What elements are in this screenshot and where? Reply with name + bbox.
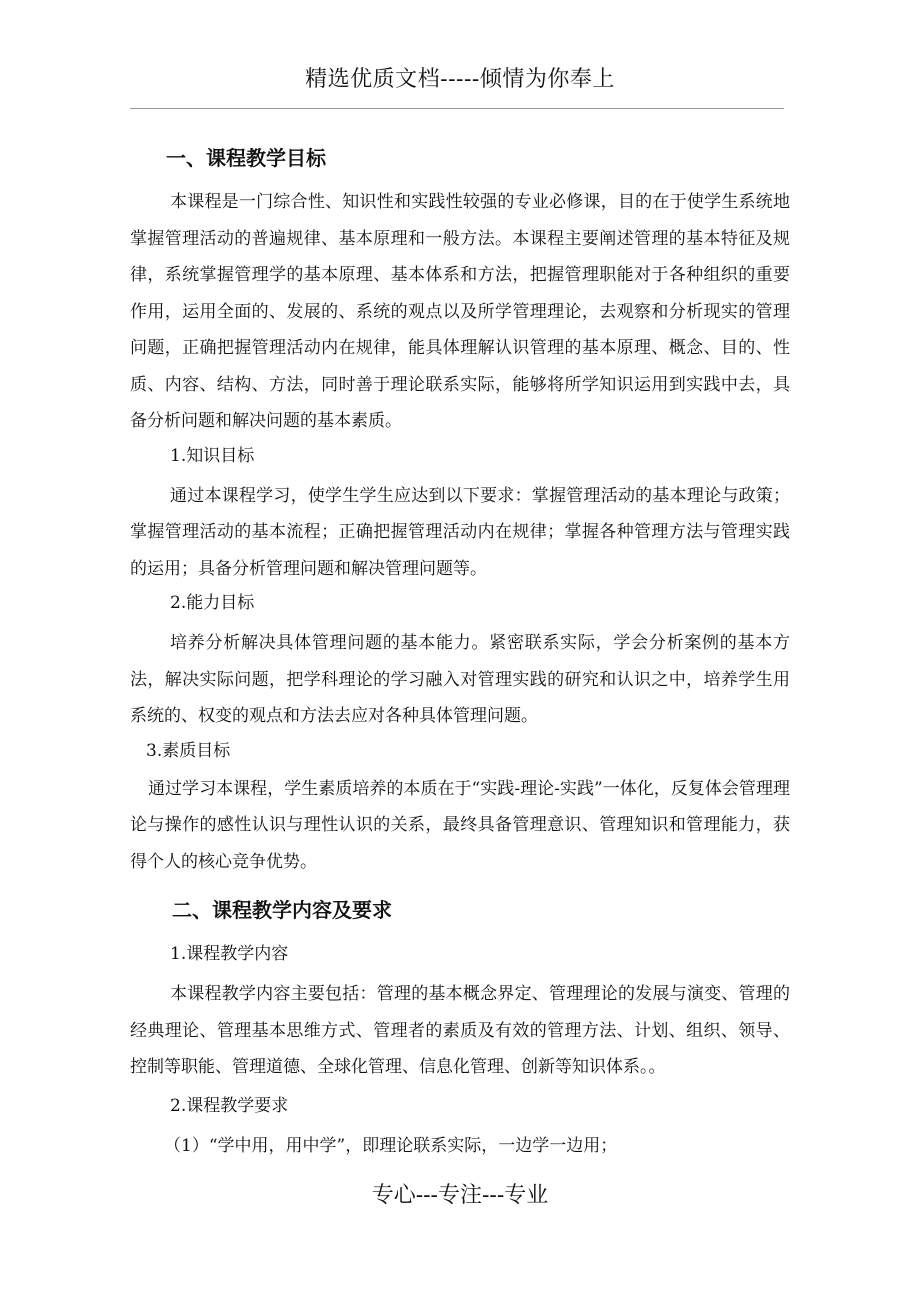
content-paragraph: 本课程教学内容主要包括：管理的基本概念界定、管理理论的发展与演变、管理的经典理论、管理基本思维方式、管理者的素质及有效的管理方法、计划、组织、领导、控制等职能、管理道德、全球化管理、信息化管理、创新等知识体系。。 [130, 984, 790, 1077]
ability-goal-title: 2.能力目标 [170, 593, 255, 613]
knowledge-goal-paragraph: 通过本课程学习，使学生学生应达到以下要求：掌握管理活动的基本理论与政策；掌握管理活动的基本流程；正确把握管理活动内在规律；掌握各种管理方法与管理实践的运用；具备分析管理问题和解决管理问题等。 [130, 485, 790, 579]
quality-goal-paragraph: 通过学习本课程，学生素质培养的本质在于“实践-理论-实践”一体化，反复体会管理理论与操作的感性认识与理性认识的关系，最终具备管理意识、管理知识和管理能力，获得个人的核心竞争优势。 [130, 778, 790, 872]
section-heading-content: 二、课程教学内容及要求 [172, 898, 392, 922]
knowledge-goal-title: 1.知识目标 [170, 445, 255, 466]
requirements-title: 2.课程教学要求 [170, 1095, 289, 1116]
section-heading-objectives: 一、课程教学目标 [166, 146, 326, 170]
document-body [130, 132, 790, 1164]
content-title: 1.课程教学内容 [170, 944, 289, 964]
header-divider [130, 108, 784, 109]
ability-goal-paragraph: 培养分析解决具体管理问题的基本能力。紧密联系实际，学会分析案例的基本方法，解决实际问题，把学科理论的学习融入对管理实践的研究和认识之中，培养学生用系统的、权变的观点和方法去应对各种具体管理问题。 [130, 633, 790, 726]
quality-goal-title: 3.素质目标 [146, 740, 231, 761]
page-header: 精选优质文档-----倾情为你奉上 [305, 67, 615, 92]
page-footer: 专心---专注---专业 [371, 1183, 549, 1208]
requirements-item-1: （1）“学中用，用中学”，即理论联系实际，一边学一边用； [164, 1135, 618, 1156]
objectives-intro-paragraph: 本课程是一门综合性、知识性和实践性较强的专业必修课，目的在于使学生系统地掌握管理活动的普遍规律、基本原理和一般方法。本课程主要阐述管理的基本特征及规律，系统掌握管理学的基本原理、基本体系和方法，把握管理职能对于各种组织的重要作用，运用全面的、发展的、系统的观点以及所学管理理论，去观察和分析现实的管理问题，正确把握管理活动内在规律，能具体理解认识管理的基本原理、概念、目的、性质、内容、结构、方法，同时善于理论联系实际，能够将所学知识运用到实践中去，具备分析问题和解决问题的基本素质。 [130, 192, 790, 431]
